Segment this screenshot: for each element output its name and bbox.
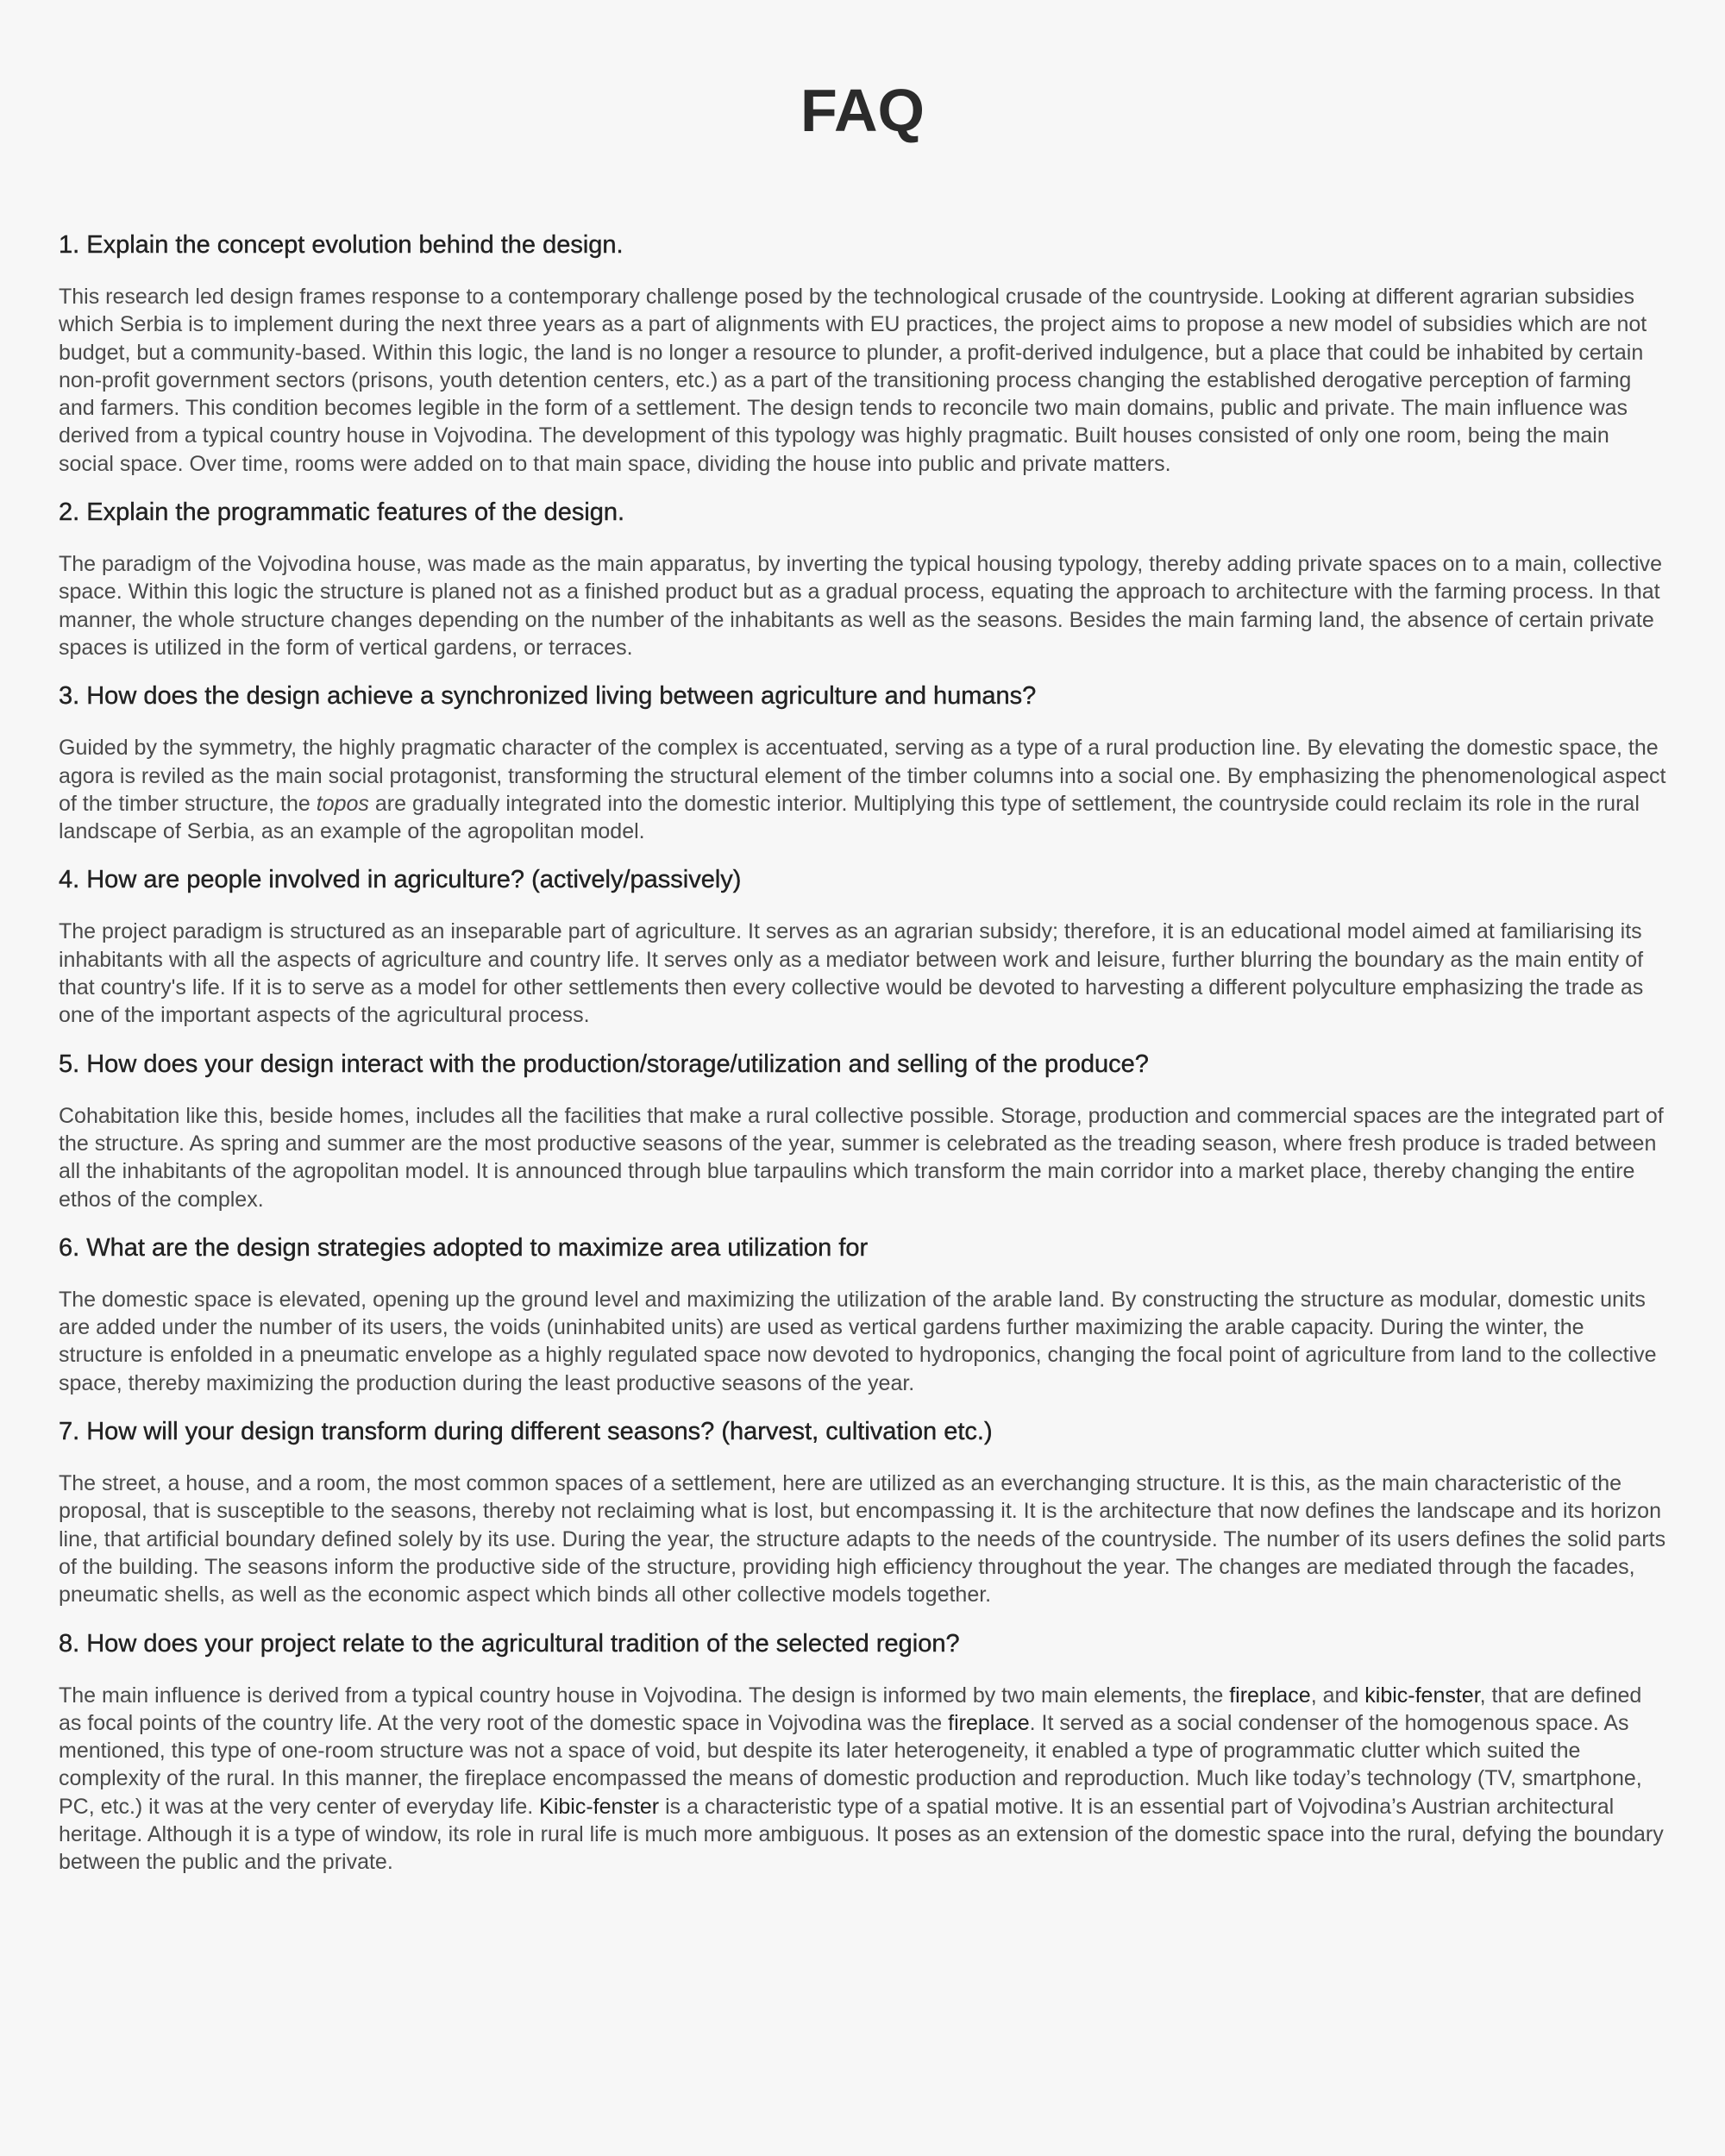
faq-answer: The domestic space is elevated, opening up the ground level and maximizing the utilization of the arable land. By constructing the structure as modular, domestic units are added under the number of its users, the voids (uninhabited units) are used as vertical gardens further maximizing the arable capacity. During the winter, the structure is enfolded in a pneumatic envelope as a highly regulated space now devoted to hydroponics, changing the focal point of agriculture from land to the collective space, thereby maximizing the production during the least productive seasons of the year.	[59, 1287, 1657, 1395]
faq-answer: The street, a house, and a room, the most common spaces of a settlement, here are utilized as an everchanging structure. It is this, as the main characteristic of the proposal, that is susceptible to the seasons, thereby not reclaiming what is lost, but encompassing it. It is the architecture that now defines the landscape and its horizon line, that artificial boundary defined solely by its use. During the year, the structure adapts to the needs of the countryside. The number of its users defines the solid parts of the building. The seasons inform the productive side of the structure, providing high efficiency throughout the year. The changes are mediated through the facades, pneumatic shells, as well as the economic aspect which binds all other collective models together.	[59, 1471, 1666, 1608]
answer-text: are gradually integrated into the domestic interior. Multiplying this type of settlement, the countryside could reclaim its role in the rural landscape of Serbia, as an example of the agropolitan model.	[59, 791, 1640, 844]
faq-item-1	[59, 229, 1666, 478]
faq-answer: The paradigm of the Vojvodina house, was made as the main apparatus, by inverting the typical housing typology, thereby adding private spaces on to a main, collective space. Within this logic the structure is planed not as a finished product but as a gradual process, equating the approach to architecture with the farming process. In that manner, the whole structure changes depending on the number of the inhabitants as well as the seasons. Besides the main farming land, the absence of certain private spaces is utilized in the form of vertical gardens, or terraces.	[59, 552, 1662, 660]
faq-item-7	[59, 1416, 1666, 1608]
answer-term-kibic-fenster: kibic-fenster	[1364, 1683, 1480, 1708]
answer-term-fireplace: fireplace	[948, 1710, 1030, 1735]
faq-question: 6. What are the design strategies adopted to maximize area utilization for	[59, 1233, 869, 1262]
answer-term-kibic-fenster: Kibic-fenster	[539, 1794, 660, 1819]
faq-item-2	[59, 497, 1666, 661]
faq-question: 2. Explain the programmatic features of the design.	[59, 498, 625, 527]
faq-answer: Cohabitation like this, beside homes, includes all the facilities that make a rural collective possible. Storage, production and commercial spaces are the integrated part of the structure. As spring and summer are the most productive seasons of the year, summer is celebrated as the treading season, where fresh produce is traded between all the inhabitants of the agropolitan model. It is announced through blue tarpaulins which transform the main corridor into a market place, thereby changing the entire ethos of the complex.	[59, 1103, 1664, 1212]
faq-question: 3. How does the design achieve a synchronized living between agriculture and humans?	[59, 682, 1037, 711]
answer-term-fireplace: fireplace	[1229, 1683, 1311, 1708]
faq-answer	[59, 734, 1666, 845]
faq-item-8	[59, 1628, 1666, 1877]
answer-text: Guided by the symmetry, the highly pragmatic character of the complex is accentuated, serving as a type of a rural production line. By elevating the domestic space, the agora is reviled as the main social protagonist, transforming the structural element of the timber columns into a social one. By emphasizing the phenomenological aspect of the timber structure, the	[59, 736, 1666, 816]
faq-answer: The project paradigm is structured as an inseparable part of agriculture. It serves as an agrarian subsidy; therefore, it is an educational model aimed at familiarising its inhabitants with all the aspects of agriculture and country life. It serves only as a mediator between work and leisure, further blurring the boundary as the main entity of that country's life. If it is to serve as a model for other settlements then every collective would be devoted to harvesting a different polyculture emphasizing the trade as one of the important aspects of the agricultural process.	[59, 919, 1644, 1028]
answer-italic-term: topos	[316, 791, 369, 816]
faq-answer: This research led design frames response to a contemporary challenge posed by the technological crusade of the countryside. Looking at different agrarian subsidies which Serbia is to implement during the next three years as a part of alignments with EU practices, the project aims to propose a new model of subsidies which are not budget, but a community-based. Within this logic, the land is no longer a resource to plunder, a profit-derived indulgence, but a place that could be inhabited by certain non-profit government sectors (prisons, youth detention centers, etc.) as a part of the transitioning process changing the established derogative perception of farming and farmers. This condition becomes legible in the form of a settlement. The design tends to reconcile two main domains, public and private. The main influence was derived from a typical country house in Vojvodina. The development of this typology was highly pragmatic. Built houses consisted of only one room, being the main social space. Over time, rooms were added on to that main space, dividing the house into public and private matters.	[59, 285, 1647, 476]
answer-text: . It served as a social condenser of the homogenous space. As mentioned, this type of one-room structure was not a space of void, but despite its later heterogeneity, it enabled a type of programmatic clutter which suited the complexity of the rural. In this manner, the fireplace encompassed the means of domestic production and reproduction. Much like today’s technology (TV, smartphone, PC, etc.) it was at the very center of everyday life.	[59, 1710, 1642, 1819]
faq-item-4	[59, 864, 1666, 1029]
answer-text: is a characteristic type of a spatial motive. It is an essential part of Vojvodina’s Austrian architectural heritage. Although it is a type of window, its role in rural life is much more ambiguous. It poses as an extension of the domestic space into the rural, defying the boundary between the public and the private.	[59, 1794, 1664, 1875]
faq-list	[59, 229, 1666, 1877]
answer-text: , that are defined as focal points of the country life. At the very root of the domestic space in Vojvodina was the	[59, 1683, 1642, 1735]
answer-text: , and	[1310, 1683, 1365, 1708]
faq-question: 1. Explain the concept evolution behind the design.	[59, 231, 624, 259]
faq-question: 5. How does your design interact with the production/storage/utilization and selling of the produce?	[59, 1050, 1149, 1078]
faq-item-5	[59, 1049, 1666, 1213]
faq-question: 7. How will your design transform during different seasons? (harvest, cultivation etc.)	[59, 1418, 993, 1446]
faq-item-6	[59, 1232, 1666, 1397]
faq-question: 4. How are people involved in agriculture? (actively/passively)	[59, 866, 742, 894]
faq-item-3	[59, 680, 1666, 845]
faq-question: 8. How does your project relate to the agricultural tradition of the selected region?	[59, 1629, 960, 1658]
answer-text: The main influence is derived from a typical country house in Vojvodina. The design is informed by two main elements, the	[59, 1683, 1230, 1708]
page-title: FAQ	[800, 77, 925, 144]
faq-answer	[59, 1682, 1666, 1877]
